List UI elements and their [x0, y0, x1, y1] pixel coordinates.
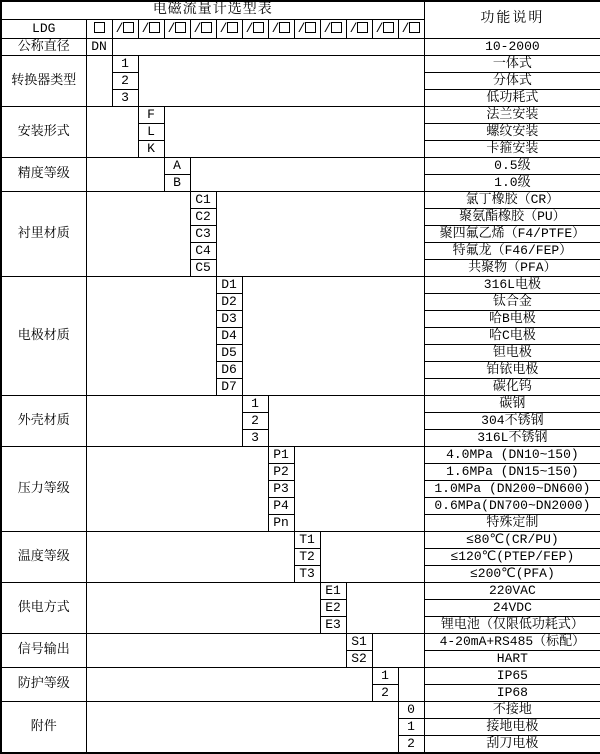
- model-slash-box-cell: [398, 19, 424, 38]
- spacer-cell-left: [86, 55, 112, 106]
- table-row: [1, 446, 600, 463]
- code-cell: C1: [190, 191, 216, 208]
- code-box-icon: [357, 22, 368, 33]
- spacer-cell-right: [268, 395, 424, 446]
- category-label: 信号输出: [1, 633, 86, 667]
- spacer-cell-right: [112, 38, 424, 55]
- slash-separator: /: [323, 20, 332, 36]
- function-desc-cell: 220VAC: [424, 582, 600, 599]
- table-row: [1, 395, 600, 412]
- spacer-cell-left: [86, 395, 242, 446]
- function-desc-cell: 316L电极: [424, 276, 600, 293]
- category-label: 温度等级: [1, 531, 86, 582]
- code-box-icon: [227, 22, 238, 33]
- function-desc-cell: IP65: [424, 667, 600, 684]
- table-row: [1, 276, 600, 293]
- code-cell: 1: [372, 667, 398, 684]
- function-desc-cell: 哈B电极: [424, 310, 600, 327]
- function-desc-cell: 特殊定制: [424, 514, 600, 531]
- function-desc-cell: 不接地: [424, 701, 600, 718]
- function-desc-cell: 316L不锈钢: [424, 429, 600, 446]
- code-cell: 3: [242, 429, 268, 446]
- function-desc-cell: ≤80℃(CR/PU): [424, 531, 600, 548]
- code-box-icon: [201, 22, 212, 33]
- model-slash-box-cell: [164, 19, 190, 38]
- category-label: 供电方式: [1, 582, 86, 633]
- spacer-cell-left: [86, 446, 268, 531]
- code-cell: F: [138, 106, 164, 123]
- code-cell: E1: [320, 582, 346, 599]
- function-desc-cell: 锂电池（仅限低功耗式）: [424, 616, 600, 633]
- spacer-cell-right: [216, 191, 424, 276]
- spacer-cell-left: [86, 276, 216, 395]
- code-cell: P4: [268, 497, 294, 514]
- function-desc-cell: 1.0MPa (DN200~DN600): [424, 480, 600, 497]
- spacer-cell-right: [372, 633, 424, 667]
- model-slash-box-cell: [190, 19, 216, 38]
- code-cell: D7: [216, 378, 242, 395]
- function-desc-cell: ≤120℃(PTEP/FEP): [424, 548, 600, 565]
- table-row: [1, 667, 600, 684]
- code-box-icon: [123, 22, 134, 33]
- function-desc-cell: 卡箍安装: [424, 140, 600, 157]
- model-slash-box-cell: [112, 19, 138, 38]
- function-desc-cell: 1.6MPa (DN15~150): [424, 463, 600, 480]
- code-cell: Pn: [268, 514, 294, 531]
- slash-separator: /: [375, 20, 384, 36]
- code-cell: T2: [294, 548, 320, 565]
- spacer-cell-right: [164, 106, 424, 157]
- code-box-icon: [383, 22, 394, 33]
- code-cell: 2: [372, 684, 398, 701]
- function-desc-cell: 1.0级: [424, 174, 600, 191]
- model-slash-box-cell: [242, 19, 268, 38]
- function-desc-cell: 10-2000: [424, 38, 600, 55]
- function-desc-cell: 一体式: [424, 55, 600, 72]
- code-cell: C5: [190, 259, 216, 276]
- function-desc-cell: 法兰安装: [424, 106, 600, 123]
- model-prefix-label: LDG: [1, 19, 86, 38]
- model-slash-box-cell: [216, 19, 242, 38]
- model-slash-box-cell: [346, 19, 372, 38]
- code-box-icon: [175, 22, 186, 33]
- code-cell: K: [138, 140, 164, 157]
- code-cell: DN: [86, 38, 112, 55]
- function-desc-cell: IP68: [424, 684, 600, 701]
- spacer-cell-left: [86, 582, 320, 633]
- code-cell: C4: [190, 242, 216, 259]
- slash-separator: /: [141, 20, 150, 36]
- spacer-cell-right: [398, 667, 424, 701]
- table-row: [1, 106, 600, 123]
- spacer-cell-left: [86, 667, 372, 701]
- code-box-icon: [253, 22, 264, 33]
- code-cell: 2: [112, 72, 138, 89]
- category-label: 防护等级: [1, 667, 86, 701]
- selection-table-body: [1, 1, 600, 753]
- function-desc-cell: 螺纹安装: [424, 123, 600, 140]
- code-cell: S2: [346, 650, 372, 667]
- model-slash-box-cell: [320, 19, 346, 38]
- spacer-cell-left: [86, 157, 164, 191]
- function-desc-cell: 接地电极: [424, 718, 600, 735]
- code-cell: E3: [320, 616, 346, 633]
- function-desc-cell: 氯丁橡胶（CR）: [424, 191, 600, 208]
- table-row: [1, 55, 600, 72]
- code-cell: E2: [320, 599, 346, 616]
- spacer-cell-right: [320, 531, 424, 582]
- function-desc-cell: ≤200℃(PFA): [424, 565, 600, 582]
- code-box-icon: [409, 22, 420, 33]
- spacer-cell-right: [346, 582, 424, 633]
- function-desc-cell: 0.6MPa(DN700~DN2000): [424, 497, 600, 514]
- function-desc-cell: 0.5级: [424, 157, 600, 174]
- code-cell: 0: [398, 701, 424, 718]
- function-desc-cell: 低功耗式: [424, 89, 600, 106]
- code-cell: D3: [216, 310, 242, 327]
- function-desc-cell: 刮刀电极: [424, 735, 600, 753]
- model-slash-box-cell: [294, 19, 320, 38]
- function-desc-cell: 24VDC: [424, 599, 600, 616]
- function-desc-cell: 铂铱电极: [424, 361, 600, 378]
- category-label: 精度等级: [1, 157, 86, 191]
- code-cell: P2: [268, 463, 294, 480]
- code-box-icon: [149, 22, 160, 33]
- code-cell: D2: [216, 293, 242, 310]
- table-row: [1, 531, 600, 548]
- spacer-cell-right: [294, 446, 424, 531]
- function-desc-cell: 哈C电极: [424, 327, 600, 344]
- slash-separator: /: [245, 20, 254, 36]
- slash-separator: /: [193, 20, 202, 36]
- category-label: 电极材质: [1, 276, 86, 395]
- code-cell: S1: [346, 633, 372, 650]
- slash-separator: /: [115, 20, 124, 36]
- slash-separator: /: [297, 20, 306, 36]
- function-desc-cell: 聚氨酯橡胶（PU）: [424, 208, 600, 225]
- model-slash-box-cell: [268, 19, 294, 38]
- code-cell: T3: [294, 565, 320, 582]
- category-label: 外壳材质: [1, 395, 86, 446]
- code-cell: D1: [216, 276, 242, 293]
- code-cell: D6: [216, 361, 242, 378]
- code-cell: 1: [112, 55, 138, 72]
- code-cell: T1: [294, 531, 320, 548]
- function-desc-cell: 钛合金: [424, 293, 600, 310]
- function-desc-cell: 碳化钨: [424, 378, 600, 395]
- category-label: 衬里材质: [1, 191, 86, 276]
- spacer-cell-left: [86, 531, 294, 582]
- model-slash-box-cell: [372, 19, 398, 38]
- function-desc-cell: 4-20mA+RS485（标配）: [424, 633, 600, 650]
- table-row: [1, 582, 600, 599]
- code-cell: B: [164, 174, 190, 191]
- table-row: [1, 191, 600, 208]
- function-description-header: 功能说明: [424, 1, 600, 38]
- spacer-cell-left: [86, 633, 346, 667]
- code-cell: P3: [268, 480, 294, 497]
- code-cell: 2: [242, 412, 268, 429]
- table-row: [1, 633, 600, 650]
- function-desc-cell: 分体式: [424, 72, 600, 89]
- function-desc-cell: 共聚物（PFA）: [424, 259, 600, 276]
- code-cell: P1: [268, 446, 294, 463]
- code-cell: D5: [216, 344, 242, 361]
- spacer-cell-left: [86, 701, 398, 753]
- spacer-cell-left: [86, 106, 138, 157]
- spacer-cell-left: [86, 191, 190, 276]
- code-cell: L: [138, 123, 164, 140]
- category-label: 公称直径: [1, 38, 86, 55]
- function-desc-cell: 聚四氟乙烯（F4/PTFE）: [424, 225, 600, 242]
- code-cell: 3: [112, 89, 138, 106]
- model-slash-box-cell: [138, 19, 164, 38]
- code-cell: A: [164, 157, 190, 174]
- category-label: 转换器类型: [1, 55, 86, 106]
- function-desc-cell: 碳钢: [424, 395, 600, 412]
- code-box-icon: [331, 22, 342, 33]
- code-box-icon: [94, 22, 105, 33]
- spacer-cell-right: [242, 276, 424, 395]
- slash-separator: /: [401, 20, 410, 36]
- code-cell: C3: [190, 225, 216, 242]
- function-desc-cell: 304不锈钢: [424, 412, 600, 429]
- code-box-icon: [305, 22, 316, 33]
- code-box-icon: [279, 22, 290, 33]
- slash-separator: /: [219, 20, 228, 36]
- table-row: [1, 701, 600, 718]
- code-cell: 2: [398, 735, 424, 753]
- model-first-box-cell: [86, 19, 112, 38]
- table-row: [1, 157, 600, 174]
- code-cell: 1: [398, 718, 424, 735]
- function-desc-cell: 特氟龙（F46/FEP）: [424, 242, 600, 259]
- spacer-cell-right: [138, 55, 424, 106]
- spacer-cell-right: [190, 157, 424, 191]
- function-desc-cell: 4.0MPa (DN10~150): [424, 446, 600, 463]
- table-row: [1, 38, 600, 55]
- category-label: 压力等级: [1, 446, 86, 531]
- category-label: 安装形式: [1, 106, 86, 157]
- code-cell: D4: [216, 327, 242, 344]
- code-cell: 1: [242, 395, 268, 412]
- code-cell: C2: [190, 208, 216, 225]
- category-label: 附件: [1, 701, 86, 753]
- slash-separator: /: [271, 20, 280, 36]
- title-row: [1, 1, 600, 19]
- slash-separator: /: [349, 20, 358, 36]
- function-desc-cell: HART: [424, 650, 600, 667]
- function-desc-cell: 钽电极: [424, 344, 600, 361]
- slash-separator: /: [167, 20, 176, 36]
- page-title: 电磁流量计选型表: [1, 1, 424, 19]
